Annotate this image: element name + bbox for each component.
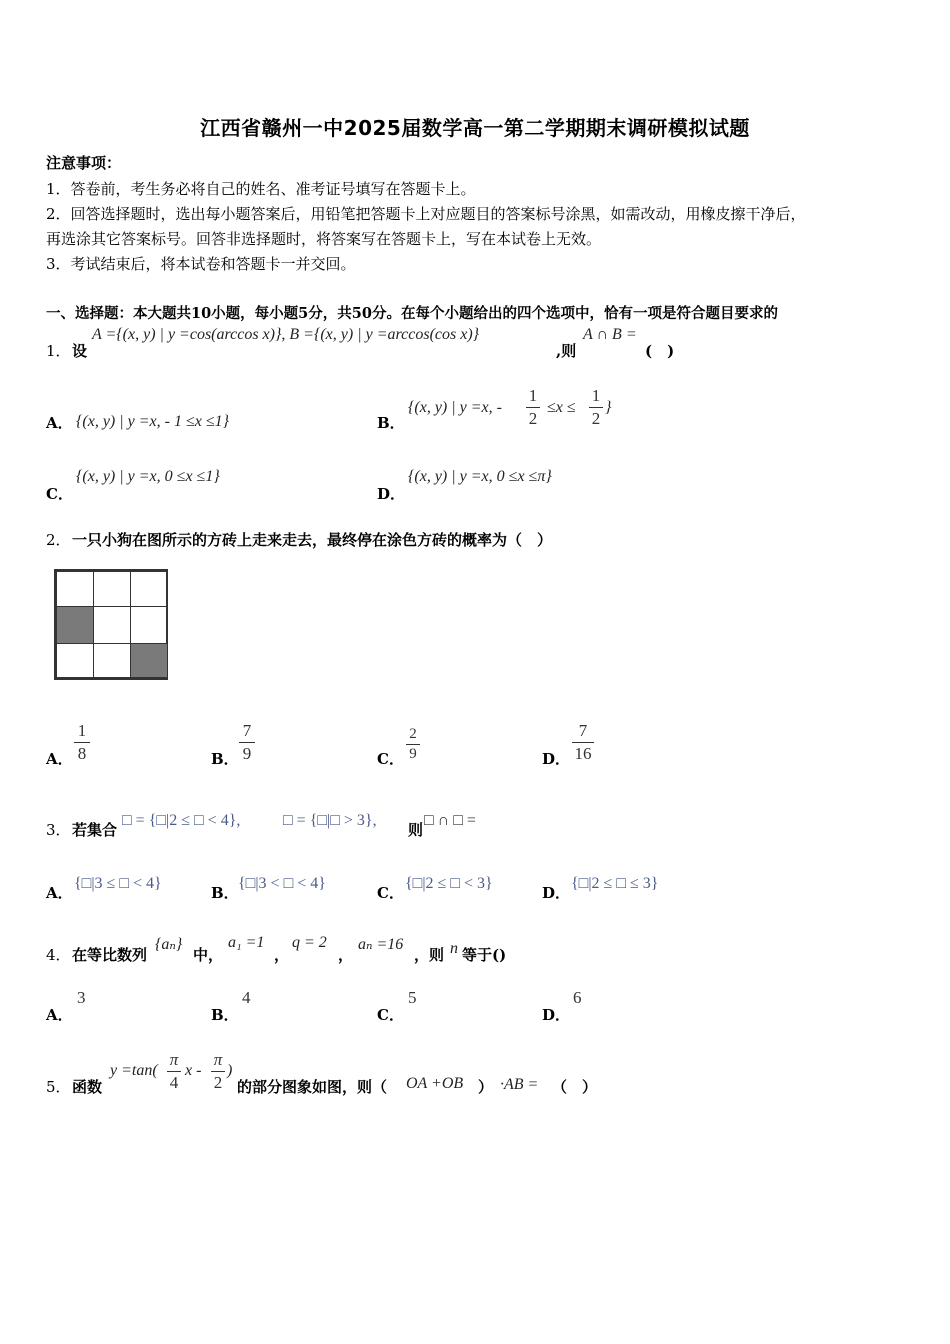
math-expression: □ = {□|2 ≤ □ < 4}, [122, 812, 241, 829]
option-c: {(x, y) | y =x, 0 ≤x ≤1} [76, 468, 220, 485]
option-label-c: C． [377, 884, 404, 902]
numerator: 1 [591, 386, 601, 405]
option-c: 5 [408, 988, 417, 1007]
math-expression: A ={(x, y) | y =cos(arccos x)}, B ={(x, y) | y =arccos(cos x)} [92, 326, 480, 343]
denominator: 2 [528, 409, 538, 428]
question-text: ,则 [556, 342, 577, 360]
option-b-right: } [605, 399, 612, 416]
math-expression: n [450, 940, 458, 957]
question-text: 中， [193, 946, 224, 964]
question-text: 的部分图象如图，则（ [237, 1078, 388, 1096]
option-label-a: A． [46, 1006, 73, 1024]
notice-item: 1．答卷前，考生务必将自己的姓名、准考证号填写在答题卡上。 [46, 180, 476, 198]
numerator: 1 [77, 721, 87, 740]
fraction [589, 386, 603, 429]
fraction [211, 1050, 225, 1093]
numerator: π [169, 1050, 179, 1069]
notice-item: 再选涂其它答案标号。回答非选择题时，将答案写在答题卡上，写在本试卷上无效。 [46, 230, 602, 248]
option-c: {□|2 ≤ □ < 3} [405, 875, 493, 892]
option-label-c: C． [377, 750, 404, 768]
math-expression: y =tan( [110, 1062, 158, 1079]
numerator: π [213, 1050, 223, 1069]
fraction-bar [74, 742, 90, 743]
denominator: 2 [213, 1073, 223, 1092]
math-expression: □ ∩ □ = [424, 812, 476, 829]
denominator: 8 [77, 744, 87, 763]
tile [130, 606, 168, 644]
option-d: {□|2 ≤ □ ≤ 3} [571, 875, 659, 892]
option-b: 4 [242, 988, 251, 1007]
question-number: 2． [46, 531, 71, 549]
option-b: {(x, y) | y =x, - [408, 399, 502, 416]
option-label-b: B． [377, 414, 405, 432]
option-label-b: B． [211, 1006, 239, 1024]
question-text: 则 [408, 821, 424, 839]
math-expression: x - [185, 1062, 202, 1079]
tile [130, 571, 168, 607]
tile-shaded [130, 643, 168, 678]
fraction-bar [211, 1071, 225, 1072]
option-label-c: C． [377, 1006, 404, 1024]
question-number: 5． [46, 1078, 71, 1096]
tile [56, 571, 94, 607]
option-label-d: D． [542, 884, 571, 902]
notice-heading: 注意事项： [46, 154, 122, 172]
section-heading: 一、选择题：本大题共10小题，每小题5分，共50分。在每个小题给出的四个选项中，恰有一项是符合题目要求的 [46, 305, 778, 322]
question-text: 设 [72, 342, 88, 360]
math-expression: a₁ =1 [228, 934, 265, 951]
math-expression: □ = {□|□ > 3}, [283, 812, 377, 829]
option-a: {(x, y) | y =x, - 1 ≤x ≤1} [76, 413, 230, 430]
option-label-a: A． [46, 414, 73, 432]
option-label-c: C． [46, 485, 73, 503]
math-expression: ) [227, 1062, 233, 1079]
numerator: 7 [578, 721, 588, 740]
option-label-d: D． [377, 485, 406, 503]
math-expression: aₙ =16 [358, 936, 404, 953]
option-a: 3 [77, 988, 86, 1007]
fraction-bar [239, 742, 255, 743]
option-label-b: B． [211, 884, 239, 902]
numerator: 7 [242, 721, 252, 740]
question-text: ， [274, 946, 290, 964]
math-expression: ·AB = [500, 1076, 539, 1093]
denominator: 16 [574, 744, 592, 763]
question-text: ，则 [414, 946, 445, 964]
tile [56, 643, 94, 678]
math-expression: A ∩ B = [583, 326, 637, 343]
option-label-b: B． [211, 750, 239, 768]
math-expression: {aₙ} [155, 936, 183, 953]
fraction [74, 721, 90, 764]
math-expression: q = 2 [292, 934, 327, 951]
fraction [167, 1050, 181, 1093]
question-number: 4． [46, 946, 71, 964]
fraction [526, 386, 540, 429]
tile [93, 643, 131, 678]
question-number: 3． [46, 821, 71, 839]
denominator: 4 [169, 1073, 179, 1092]
fraction-bar [526, 407, 540, 408]
option-b-mid: ≤x ≤ [547, 399, 576, 416]
tile [93, 606, 131, 644]
option-b: {□|3 < □ < 4} [238, 875, 326, 892]
tile [93, 571, 131, 607]
option-label-d: D． [542, 750, 571, 768]
fraction [406, 726, 420, 763]
question-text: 函数 [72, 1078, 103, 1096]
fraction [572, 721, 594, 764]
option-label-a: A． [46, 884, 73, 902]
question-text: 在等比数列 [72, 946, 148, 964]
fraction-bar [406, 744, 420, 745]
question-text: 一只小狗在图所示的方砖上走来走去，最终停在涂色方砖的概率为（ ） [72, 531, 553, 549]
answer-blank: ( ) [645, 342, 675, 360]
fraction-bar [589, 407, 603, 408]
question-text: ） [478, 1078, 494, 1096]
fraction [239, 721, 255, 764]
numerator: 1 [528, 386, 538, 405]
question-text: ， [338, 946, 354, 964]
tile-shaded [56, 606, 94, 644]
math-expression: OA +OB [406, 1075, 464, 1092]
question-text: 等于() [462, 946, 507, 964]
option-d: 6 [573, 988, 582, 1007]
question-text: 若集合 [72, 821, 118, 839]
tile-grid-figure [54, 569, 168, 680]
numerator: 2 [409, 726, 417, 742]
page-title: 江西省赣州一中2025届数学高一第二学期期末调研模拟试题 [200, 116, 750, 140]
option-label-d: D． [542, 1006, 571, 1024]
option-a: {□|3 ≤ □ < 4} [74, 875, 162, 892]
fraction-bar [572, 742, 594, 743]
option-label-a: A． [46, 750, 73, 768]
option-d: {(x, y) | y =x, 0 ≤x ≤π} [408, 468, 552, 485]
answer-blank: （ ） [552, 1078, 598, 1096]
fraction-bar [167, 1071, 181, 1072]
notice-item: 2．回答选择题时，选出每小题答案后，用铅笔把答题卡上对应题目的答案标号涂黑，如需改动，用橡皮擦干净后， [46, 205, 806, 223]
denominator: 9 [409, 746, 417, 762]
denominator: 9 [242, 744, 252, 763]
notice-item: 3．考试结束后，将本试卷和答题卡一并交回。 [46, 255, 356, 273]
question-number: 1． [46, 342, 71, 360]
denominator: 2 [591, 409, 601, 428]
